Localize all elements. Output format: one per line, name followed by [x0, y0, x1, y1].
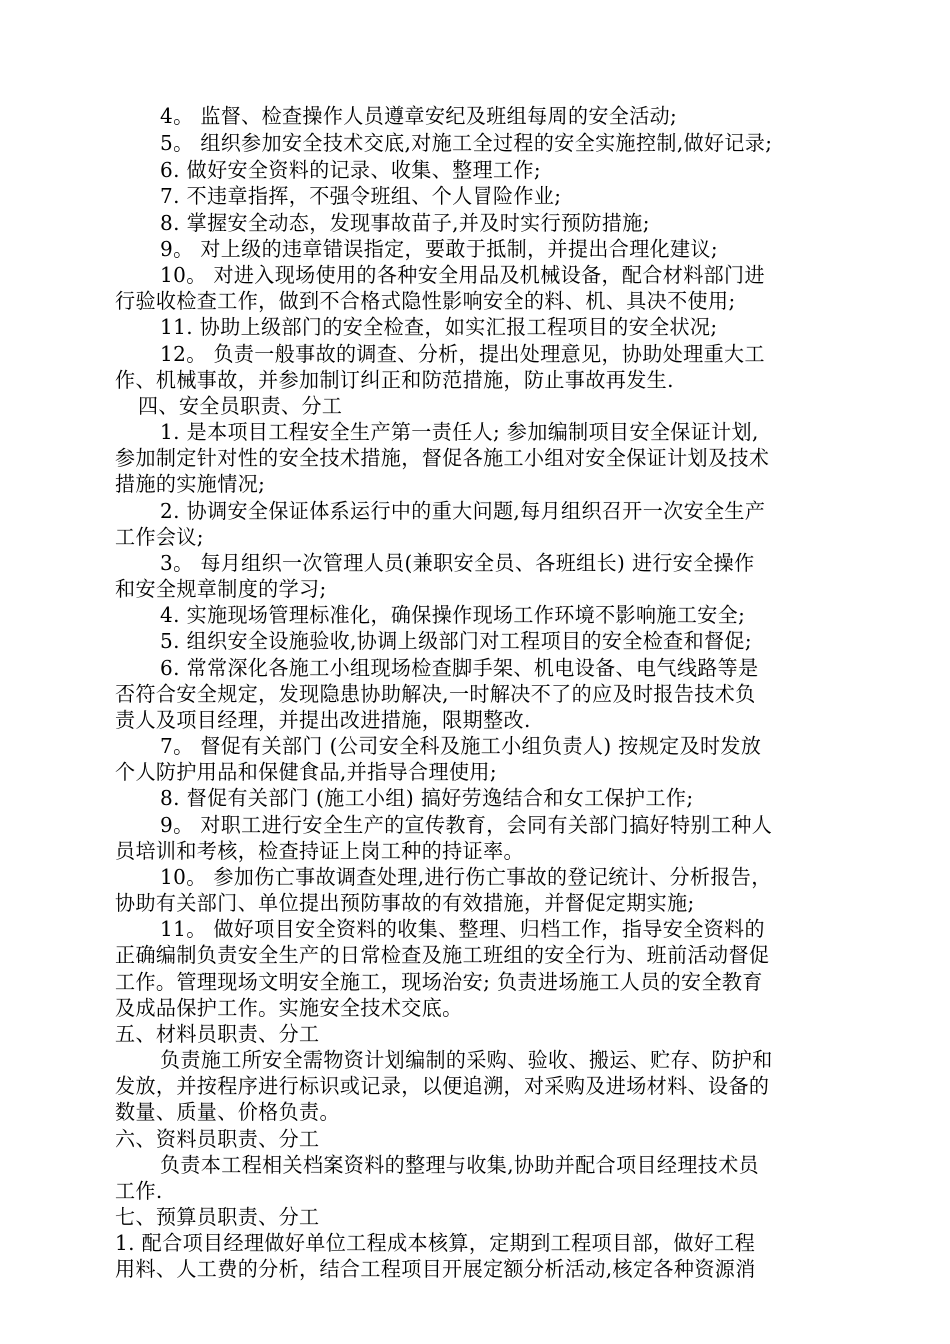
text-line: 6. 做好安全资料的记录、收集、整理工作; [160, 158, 542, 182]
section-heading: 五、材料员职责、分工 [115, 1022, 320, 1046]
section-heading: 七、预算员职责、分工 [115, 1205, 320, 1229]
text-line: 负责施工所安全需物资计划编制的采购、验收、搬运、贮存、防护和 [160, 1048, 773, 1072]
text-line: 工作。管理现场文明安全施工，现场治安; 负责进场施工人员的安全教育 [115, 970, 763, 994]
text-line: 协助有关部门、单位提出预防事故的有效措施，并督促定期实施; [115, 891, 695, 915]
text-line: 负责本工程相关档案资料的整理与收集,协助并配合项目经理技术员 [160, 1153, 760, 1177]
text-line: 9。 对职工进行安全生产的宣传教育，会同有关部门搞好特别工种人 [160, 813, 773, 837]
text-line: 责人及项目经理，并提出改进措施，限期整改. [115, 708, 531, 732]
text-line: 行验收检查工作，做到不合格式隐性影响安全的料、机、具决不使用; [115, 289, 736, 313]
text-line: 4. 实施现场管理标准化，确保操作现场工作环境不影响施工安全; [160, 603, 746, 627]
section-heading: 六、资料员职责、分工 [115, 1127, 320, 1151]
text-line: 发放，并按程序进行标识或记录，以便追溯，对采购及进场材料、设备的 [115, 1074, 770, 1098]
text-line: 3。 每月组织一次管理人员(兼职安全员、各班组长) 进行安全操作 [160, 551, 755, 575]
text-line: 7。 督促有关部门 (公司安全科及施工小组负责人) 按规定及时发放 [160, 734, 762, 758]
text-line: 7. 不违章指挥，不强令班组、个人冒险作业; [160, 184, 562, 208]
text-line: 9。 对上级的违章错误指定，要敢于抵制，并提出合理化建议; [160, 237, 719, 261]
text-line: 6. 常常深化各施工小组现场检查脚手架、机电设备、电气线路等是 [160, 656, 759, 680]
text-line: 11. 协助上级部门的安全检查，如实汇报工程项目的安全状况; [160, 315, 718, 339]
section-heading: 四、安全员职责、分工 [138, 394, 343, 418]
text-line: 5. 组织安全设施验收,协调上级部门对工程项目的安全检查和督促; [160, 629, 752, 653]
text-line: 4。 监督、检查操作人员遵章安纪及班组每周的安全活动; [160, 104, 678, 128]
text-line: 1. 是本项目工程安全生产第一责任人; 参加编制项目安全保证计划, [160, 420, 759, 444]
text-line: 工作会议; [115, 525, 204, 549]
text-line: 1. 配合项目经理做好单位工程成本核算，定期到工程项目部，做好工程 [115, 1231, 756, 1255]
text-line: 10。 对进入现场使用的各种安全用品及机械设备，配合材料部门进 [160, 263, 765, 287]
text-line: 员培训和考核，检查持证上岗工种的持证率。 [115, 839, 524, 863]
text-line: 11。 做好项目安全资料的收集、整理、归档工作，指导安全资料的 [160, 917, 765, 941]
text-line: 2. 协调安全保证体系运行中的重大问题,每月组织召开一次安全生产 [160, 499, 766, 523]
text-line: 用料、人工费的分析，结合工程项目开展定额分析活动,核定各种资源消 [115, 1257, 756, 1281]
text-line: 作、机械事故，并参加制订纠正和防范措施，防止事故再发生. [115, 368, 674, 392]
text-line: 措施的实施情况; [115, 472, 266, 496]
text-line: 否符合安全规定，发现隐患协助解决,一时解决不了的应及时报告技术负 [115, 682, 756, 706]
text-line: 8. 督促有关部门 (施工小组) 搞好劳逸结合和女工保护工作; [160, 786, 694, 810]
text-line: 5。 组织参加安全技术交底,对施工全过程的安全实施控制,做好记录; [160, 131, 773, 155]
text-line: 12。 负责一般事故的调查、分析，提出处理意见，协助处理重大工 [160, 342, 765, 366]
text-line: 8. 掌握安全动态，发现事故苗子,并及时实行预防措施; [160, 211, 650, 235]
text-line: 及成品保护工作。实施安全技术交底。 [115, 996, 463, 1020]
text-line: 10。 参加伤亡事故调查处理,进行伤亡事故的登记统计、分析报告， [160, 865, 772, 889]
text-line: 数量、质量、价格负责。 [115, 1100, 340, 1124]
text-line: 工作. [115, 1179, 163, 1203]
text-line: 和安全规章制度的学习; [115, 577, 327, 601]
text-line: 参加制定针对性的安全技术措施，督促各施工小组对安全保证计划及技术 [115, 446, 770, 470]
text-line: 个人防护用品和保健食品,并指导合理使用; [115, 760, 497, 784]
text-line: 正确编制负责安全生产的日常检查及施工班组的安全行为、班前活动督促 [115, 943, 770, 967]
